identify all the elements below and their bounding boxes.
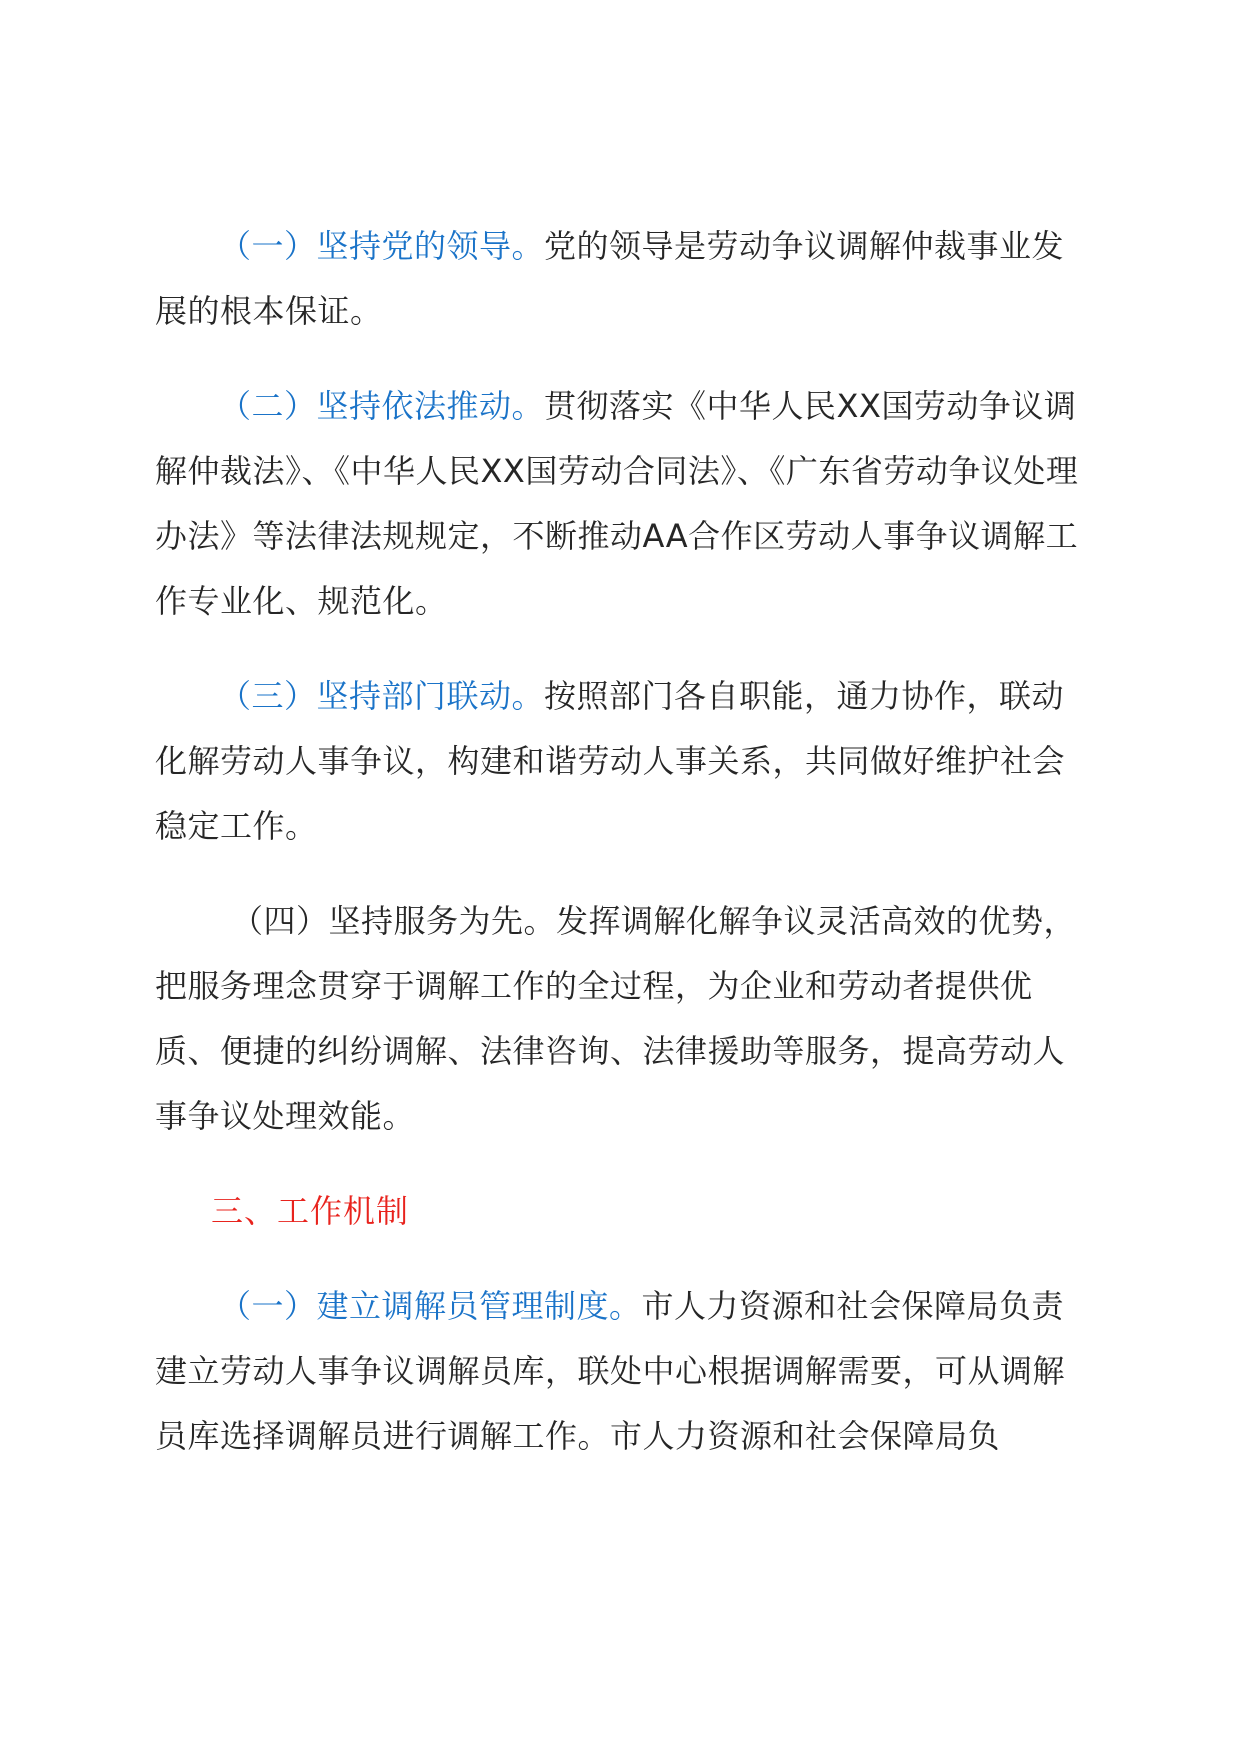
paragraph-body: 市人力资源和社会保障局负责建立劳动人事争议调解员库，联处中心根据调解需要，可从调解员库选择调解员进行调解工作。市人力资源和社会保障局负: [155, 1287, 1066, 1455]
section-heading: 三、工作机制: [211, 1192, 410, 1230]
paragraph-body: 贯彻落实《中华人民XX国劳动争议调解仲裁法》、《中华人民XX国劳动合同法》、《广东省劳动争议处理办法》等法律法规规定，不断推动AA合作区劳动人事争议调解工作专业化、规范化。: [155, 387, 1079, 620]
paragraph-lead: （一）坚持党的领导。: [219, 227, 545, 265]
paragraph-service-first: [155, 889, 1095, 1149]
document-page: [155, 214, 1095, 1499]
paragraph-text: （四）坚持服务为先。发挥调解化解争议灵活高效的优势，把服务理念贯穿于调解工作的全过程，为企业和劳动者提供优质、便捷的纠纷调解、法律咨询、法律援助等服务，提高劳动人事争议处理效能。: [155, 902, 1077, 1135]
paragraph-mediator-system: [155, 1274, 1095, 1469]
paragraph-body: 按照部门各自职能，通力协作，联动化解劳动人事争议，构建和谐劳动人事关系，共同做好维护社会稳定工作。: [155, 677, 1066, 845]
paragraph-law-promotion: [155, 374, 1095, 634]
paragraph-body: 党的领导是劳动争议调解仲裁事业发展的根本保证。: [155, 227, 1065, 330]
paragraph-party-leadership: [155, 214, 1095, 344]
paragraph-lead: （三）坚持部门联动。: [219, 677, 545, 715]
paragraph-lead: （一）建立调解员管理制度。: [219, 1287, 642, 1325]
paragraph-lead: （二）坚持依法推动。: [219, 387, 545, 425]
paragraph-department-linkage: [155, 664, 1095, 859]
